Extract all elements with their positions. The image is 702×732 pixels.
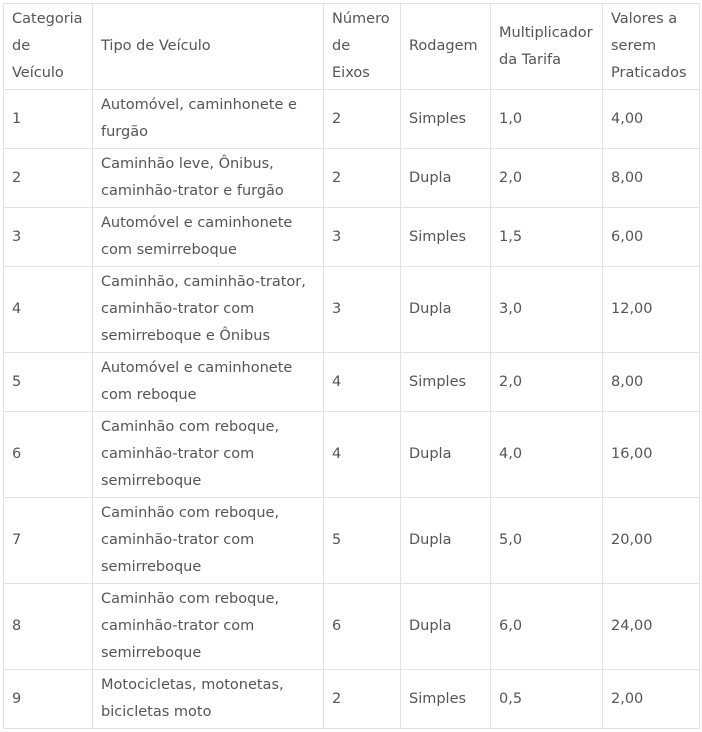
cell-multiplicador: 6,0 [491, 584, 603, 670]
toll-tariff-table [3, 3, 700, 729]
cell-rodagem: Simples [401, 208, 491, 267]
cell-multiplicador: 5,0 [491, 498, 603, 584]
cell-tipo: Automóvel, caminhonete e furgão [93, 90, 324, 149]
header-rodagem: Rodagem [401, 4, 491, 90]
header-categoria: Categoria de Veículo [4, 4, 93, 90]
cell-categoria: 5 [4, 353, 93, 412]
cell-tipo: Caminhão leve, Ônibus, caminhão-trator e furgão [93, 149, 324, 208]
cell-tipo: Caminhão com reboque, caminhão-trator com semirreboque [93, 498, 324, 584]
table-row [4, 267, 700, 353]
cell-rodagem: Dupla [401, 412, 491, 498]
cell-categoria: 9 [4, 670, 93, 729]
cell-rodagem: Simples [401, 353, 491, 412]
cell-multiplicador: 1,0 [491, 90, 603, 149]
cell-eixos: 3 [324, 208, 401, 267]
cell-rodagem: Dupla [401, 584, 491, 670]
table-row [4, 412, 700, 498]
cell-rodagem: Dupla [401, 267, 491, 353]
cell-categoria: 1 [4, 90, 93, 149]
cell-categoria: 3 [4, 208, 93, 267]
cell-rodagem: Simples [401, 670, 491, 729]
cell-multiplicador: 1,5 [491, 208, 603, 267]
cell-valor: 16,00 [603, 412, 700, 498]
cell-eixos: 2 [324, 90, 401, 149]
table-row [4, 149, 700, 208]
cell-valor: 12,00 [603, 267, 700, 353]
table-row [4, 90, 700, 149]
cell-eixos: 4 [324, 353, 401, 412]
cell-valor: 20,00 [603, 498, 700, 584]
cell-tipo: Caminhão com reboque, caminhão-trator com semirreboque [93, 412, 324, 498]
cell-tipo: Automóvel e caminhonete com semirreboque [93, 208, 324, 267]
header-eixos: Número de Eixos [324, 4, 401, 90]
header-valores: Valores a serem Praticados [603, 4, 700, 90]
cell-categoria: 7 [4, 498, 93, 584]
cell-rodagem: Simples [401, 90, 491, 149]
cell-valor: 4,00 [603, 90, 700, 149]
cell-tipo: Caminhão, caminhão-trator, caminhão-trator com semirreboque e Ônibus [93, 267, 324, 353]
cell-multiplicador: 2,0 [491, 149, 603, 208]
cell-multiplicador: 2,0 [491, 353, 603, 412]
header-multiplicador: Multiplicador da Tarifa [491, 4, 603, 90]
cell-categoria: 6 [4, 412, 93, 498]
header-tipo: Tipo de Veículo [93, 4, 324, 90]
cell-valor: 8,00 [603, 149, 700, 208]
cell-categoria: 2 [4, 149, 93, 208]
cell-multiplicador: 0,5 [491, 670, 603, 729]
cell-eixos: 2 [324, 149, 401, 208]
cell-rodagem: Dupla [401, 498, 491, 584]
table-row [4, 208, 700, 267]
cell-rodagem: Dupla [401, 149, 491, 208]
cell-tipo: Automóvel e caminhonete com reboque [93, 353, 324, 412]
cell-valor: 24,00 [603, 584, 700, 670]
table-row [4, 584, 700, 670]
cell-categoria: 8 [4, 584, 93, 670]
cell-valor: 8,00 [603, 353, 700, 412]
cell-tipo: Caminhão com reboque, caminhão-trator com semirreboque [93, 584, 324, 670]
cell-categoria: 4 [4, 267, 93, 353]
cell-tipo: Motocicletas, motonetas, bicicletas moto [93, 670, 324, 729]
cell-valor: 6,00 [603, 208, 700, 267]
cell-multiplicador: 4,0 [491, 412, 603, 498]
cell-eixos: 4 [324, 412, 401, 498]
cell-eixos: 2 [324, 670, 401, 729]
table-row [4, 670, 700, 729]
table-row [4, 498, 700, 584]
table-row [4, 353, 700, 412]
cell-eixos: 6 [324, 584, 401, 670]
cell-valor: 2,00 [603, 670, 700, 729]
table-header-row [4, 4, 700, 90]
cell-multiplicador: 3,0 [491, 267, 603, 353]
cell-eixos: 5 [324, 498, 401, 584]
cell-eixos: 3 [324, 267, 401, 353]
